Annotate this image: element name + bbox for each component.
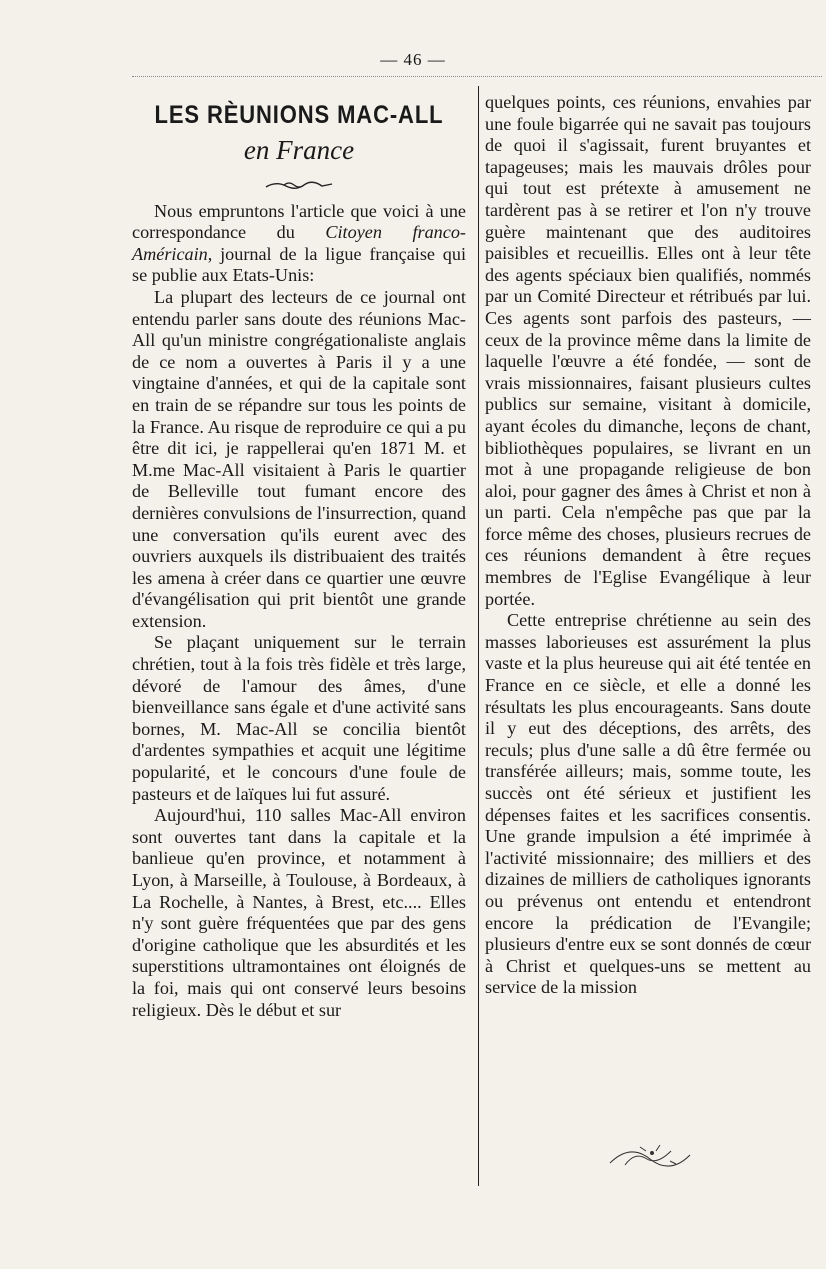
title-ornament-icon [264, 179, 334, 191]
paragraph-3: Se plaçant uniquement sur le terrain chrétien, tout à la fois très fidèle et très large, dévoré de l'amour des âmes, d'une bienveillance sans égale et d'une activité sans bornes, M. Mac-All se concilia bientôt d'ardentes sympathies et acquit une légitime popularité, et le concours d'une foule de pasteurs et de laïques lui fut assuré. [132, 632, 466, 804]
paragraph-5: quelques points, ces réunions, envahies par une foule bigarrée qui ne savait pas toujours de quoi il s'agissait, furent bruyantes et tapageuses; mais les mauvais drôles pour qui tout est prétexte à amusement ne tardèrent pas à se retirer et l'on n'y trouve guère maintenant que des auditoires paisibles et recueillis. Elles ont à leur tête des agents spéciaux bien qualifiés, nommés par un Comité Directeur et rétribués par lui. Ces agents sont parfois des pasteurs, — ceux de la province même dans la limite de laquelle l'œuvre a été fondée, — sont de vrais missionnaires, faisant plusieurs cultes publics sur semaine, visitant à domicile, ayant écoles du dimanche, leçons de chant, bibliothèques populaires, se livrant en un mot à une propagande religieuse de bon aloi, pour gagner des âmes à Christ et non à un parti. Cela n'empêche pas que par la force même des choses, plusieurs recrues de ces réunions demandent à être reçues membres de l'Eglise Evangélique à leur portée. [485, 92, 811, 609]
paragraph-6: Cette entreprise chrétienne au sein des masses laborieuses est assurément la plus vaste et la plus heureuse qui ait été tentée en France en ce siècle, et elle a donné les résultats les plus encourageants. Sans doute il y eut des déceptions, des arrêts, des reculs; plus d'une salle a dû être fermée ou transférée ailleurs; mais, somme toute, les succès ont été sérieux et justifient les dépenses faites et les sacrifices consentis. Une grande impulsion a été imprimée à l'activité missionnaire; des milliers et des dizaines de milliers de catholiques ignorants ou prévenus ont entendu et entendront encore la prédication de l'Evangile; plusieurs d'entre eux se sont donnés de cœur à Christ et quelques-uns se mettent au service de la mission [485, 610, 811, 998]
article-subtitle: en France [243, 134, 355, 165]
paragraph-2: La plupart des lecteurs de ce journal ont entendu parler sans doute des réunions Mac-All qu'un ministre congrégationaliste anglais de ce nom a ouvertes à Paris il y a une vingtaine d'années, et qui de la capitale sont en train de se répandre sur tous les points de la France. Au risque de reproduire ce qui a pu être dit ici, je rappellerai qu'en 1871 M. et M.me Mac-All visitaient à Paris le quartier de Belleville tout fumant encore des dernières convulsions de l'insurrection, quand une conversation qu'ils eurent avec des ouvriers auxquels ils distribuaient des traités les amena à créer dans ce quartier une œuvre d'évangélisation qui prit bientôt une grande extension. [132, 286, 466, 631]
page-number: — 46 — [380, 50, 446, 69]
right-column [485, 92, 811, 999]
paragraph-1-part-1: Nous empruntons l'article que voici à une correspondance du [132, 200, 466, 243]
paragraph-1 [132, 201, 466, 287]
tail-ornament-icon [600, 1135, 710, 1175]
paragraph-1-part-3: , journal de la ligue française qui se publie aux Etats-Unis: [132, 243, 466, 286]
article-title: LES RÈUNIONS MAC-ALL [154, 101, 444, 129]
column-divider [478, 86, 479, 1186]
journal-name: Citoyen franco-Américain [132, 222, 466, 264]
left-column [132, 95, 466, 1021]
header-rule [132, 76, 822, 77]
paragraph-4: Aujourd'hui, 110 salles Mac-All environ sont ouvertes tant dans la capitale et la banlieue qu'en province, et notamment à Lyon, à Marseille, à Toulouse, à Bordeaux, à La Rochelle, à Nantes, à Brest, etc.... Elles n'y sont guère fréquentées que par des gens d'origine catholique que les absurdités et les superstitions ultramontaines ont éloignés de la foi, mais qui ont conservé leurs besoins religieux. Dès le début et sur [132, 805, 466, 1020]
